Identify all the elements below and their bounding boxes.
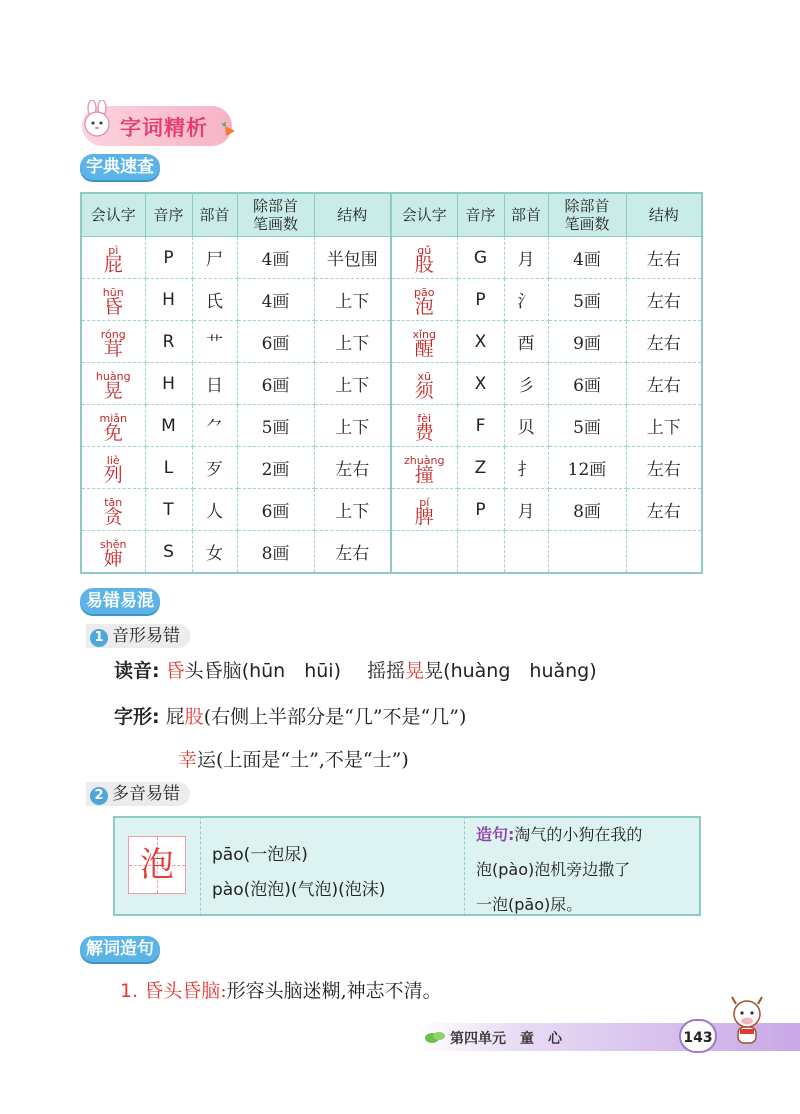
structure-cell: 左右 [626,279,702,321]
character-text: 贪 [103,505,123,528]
character-cell [391,405,457,447]
character-text: 婶 [103,547,123,570]
character-text: 费 [414,421,434,444]
character-cell [391,279,457,321]
word-text: 屁 [165,706,185,728]
radical-cell: 氏 [192,279,237,321]
index-letter-cell: P [145,237,192,279]
radical-cell: ⺈ [192,405,237,447]
explanation-text: (右侧上半部分是“几”不是“几”) [203,706,467,728]
table-row [81,321,702,363]
table-row [81,447,702,489]
radical-cell: 扌 [504,447,548,489]
character-text: 茸 [103,337,123,360]
structure-cell [626,531,702,574]
bunny-mascot-icon [80,100,116,140]
structure-cell: 左右 [314,531,391,574]
table-row [81,531,702,574]
reading-option: pāo(一泡尿) [212,845,308,865]
subsection-title-polyphone [86,782,190,806]
definition-number: 1. [120,980,139,1002]
stroke-count-cell: 6画 [237,489,314,531]
subsection-label: 音形易错 [112,626,180,646]
structure-cell: 上下 [626,405,702,447]
radical-cell [504,531,548,574]
character-cell [391,237,457,279]
header-cell: 音序 [457,193,504,237]
pinyin-text: liè [106,453,120,467]
pinyin-text: pì [108,243,119,257]
index-letter-cell: X [457,321,504,363]
index-letter-cell: R [145,321,192,363]
example-sentence-line: 泡(pào)泡机旁边撒了 [476,860,631,879]
stroke-count-cell: 4画 [237,279,314,321]
pinyin-text: róng [100,327,126,341]
character-cell [81,489,145,531]
character-text: 醒 [414,337,434,360]
character-text: 撞 [414,463,434,486]
number-badge: 1 [90,629,108,647]
number-badge: 2 [90,787,108,805]
pinyin-text: hūn [102,285,124,299]
definition-line [120,976,442,1003]
pinyin-options: (hūn hūi) [241,660,342,682]
character-text: 泡 [414,295,434,318]
pinyin-text: shěn [100,537,127,551]
radical-cell: 日 [192,363,237,405]
index-letter-cell: S [145,531,192,574]
stroke-count-cell: 5画 [548,405,626,447]
character-text: 列 [103,463,123,486]
character-cell [391,447,457,489]
word-text: 晃 [424,660,444,682]
highlight-char: 晃 [405,660,425,682]
reading-line [114,656,597,683]
character-text: 脾 [414,505,434,528]
header-cell: 部首 [504,193,548,237]
polyphone-char: 泡 [140,845,174,885]
radical-cell: 艹 [192,321,237,363]
stroke-count-cell: 2画 [237,447,314,489]
header-cell: 会认字 [391,193,457,237]
table-row [81,237,702,279]
index-letter-cell: M [145,405,192,447]
character-cell [81,321,145,363]
character-text: 晃 [103,379,123,402]
structure-cell: 左右 [626,363,702,405]
section-title-errors: 易错易混 [80,588,160,614]
character-cell [81,405,145,447]
pinyin-text: gǔ [417,243,432,257]
radical-cell: 彡 [504,363,548,405]
banner-title: 字词精析 [120,116,208,140]
header-cell: 除部首 笔画数 [237,193,314,237]
header-cell: 音序 [145,193,192,237]
table-row [81,405,702,447]
header-cell: 部首 [192,193,237,237]
radical-cell: 歹 [192,447,237,489]
index-letter-cell: H [145,363,192,405]
subsection-title-sound-shape [86,624,190,648]
explanation-text: 运(上面是“土”,不是“士”) [197,749,409,771]
sentence-text: 淘气的小狗在我的 [514,825,643,844]
character-cell [81,279,145,321]
pinyin-text: tān [104,495,123,509]
structure-cell: 左右 [626,237,702,279]
stroke-count-cell: 4画 [548,237,626,279]
index-letter-cell [457,531,504,574]
stroke-count-cell: 6画 [237,321,314,363]
example-sentence-line: 一泡(pāo)尿。 [476,895,583,914]
structure-cell: 左右 [314,447,391,489]
reading-label: 读音: [114,660,160,682]
index-letter-cell: P [457,279,504,321]
pinyin-text: xū [417,369,431,383]
structure-cell: 上下 [314,489,391,531]
stroke-count-cell: 5画 [237,405,314,447]
index-letter-cell: X [457,363,504,405]
structure-cell: 上下 [314,405,391,447]
index-letter-cell: Z [457,447,504,489]
header-cell: 会认字 [81,193,145,237]
subsection-label: 多音易错 [112,784,180,804]
index-letter-cell: H [145,279,192,321]
table-row [81,489,702,531]
structure-cell: 左右 [626,447,702,489]
radical-cell: 女 [192,531,237,574]
index-letter-cell: F [457,405,504,447]
highlight-char: 幸 [178,749,198,771]
index-letter-cell: L [145,447,192,489]
header-cell: 结构 [314,193,391,237]
leaf-icon [424,1028,446,1046]
character-cell [391,363,457,405]
structure-cell: 半包围 [314,237,391,279]
word-text: 头昏脑 [184,660,242,682]
stroke-count-cell: 12画 [548,447,626,489]
highlight-char: 昏 [165,660,185,682]
character-cell [391,321,457,363]
character-cell [81,447,145,489]
header-cell: 除部首 笔画数 [548,193,626,237]
word-text: 摇摇 [367,660,406,682]
structure-cell: 上下 [314,321,391,363]
example-sentence-line [476,822,642,845]
structure-cell: 左右 [626,321,702,363]
header-cell: 结构 [626,193,702,237]
stroke-count-cell: 4画 [237,237,314,279]
stroke-count-cell: 6画 [548,363,626,405]
character-text: 须 [414,379,434,402]
section-title-dictionary: 字典速查 [80,154,160,180]
pinyin-text: fèi [417,411,432,425]
page-number: 143 [679,1019,717,1053]
pinyin-text: huàng [95,369,131,383]
table-row [81,279,702,321]
index-letter-cell: G [457,237,504,279]
stroke-count-cell [548,531,626,574]
character-cell [391,489,457,531]
pinyin-text: xǐng [412,327,437,341]
radical-cell: 贝 [504,405,548,447]
table-header-row [81,193,702,237]
radical-cell: 月 [504,489,548,531]
pinyin-text: pāo [414,285,435,299]
structure-cell: 上下 [314,363,391,405]
dictionary-table [80,192,703,574]
table-row [81,363,702,405]
character-cell [81,237,145,279]
character-cell [81,363,145,405]
form-line-1 [114,702,466,729]
radical-cell: 酉 [504,321,548,363]
section-title-words: 解词造句 [80,936,160,962]
stroke-count-cell: 6画 [237,363,314,405]
definition-term: 昏头昏脑: [144,980,227,1002]
pinyin-text: miǎn [99,411,127,425]
cow-mascot-icon [724,994,770,1050]
stroke-count-cell: 5画 [548,279,626,321]
radical-cell: 月 [504,237,548,279]
pinyin-options: (huàng huǎng) [443,660,597,682]
character-cell [81,531,145,574]
structure-cell: 上下 [314,279,391,321]
stroke-count-cell: 8画 [548,489,626,531]
pinyin-text: pí [419,495,430,509]
radical-cell: 人 [192,489,237,531]
form-label: 字形: [114,706,160,728]
polyphone-readings-cell [201,816,465,916]
definition-meaning: 形容头脑迷糊,神志不清。 [226,980,442,1002]
carrot-icon [222,122,238,138]
structure-cell: 左右 [626,489,702,531]
character-cell [391,531,457,574]
highlight-char: 股 [184,706,204,728]
character-text: 免 [103,421,123,444]
pinyin-text: zhuàng [404,453,445,467]
stroke-count-cell: 8画 [237,531,314,574]
character-text: 屁 [103,253,123,276]
footer-unit: 第四单元 童 心 [450,1031,562,1047]
sentence-label: 造句: [476,825,515,844]
index-letter-cell: T [145,489,192,531]
character-text: 股 [414,253,434,276]
radical-cell: 尸 [192,237,237,279]
reading-option: pào(泡泡)(气泡)(泡沫) [212,880,386,900]
form-line-2 [178,745,409,772]
radical-cell: 氵 [504,279,548,321]
stroke-count-cell: 9画 [548,321,626,363]
character-text: 昏 [103,295,123,318]
index-letter-cell: P [457,489,504,531]
